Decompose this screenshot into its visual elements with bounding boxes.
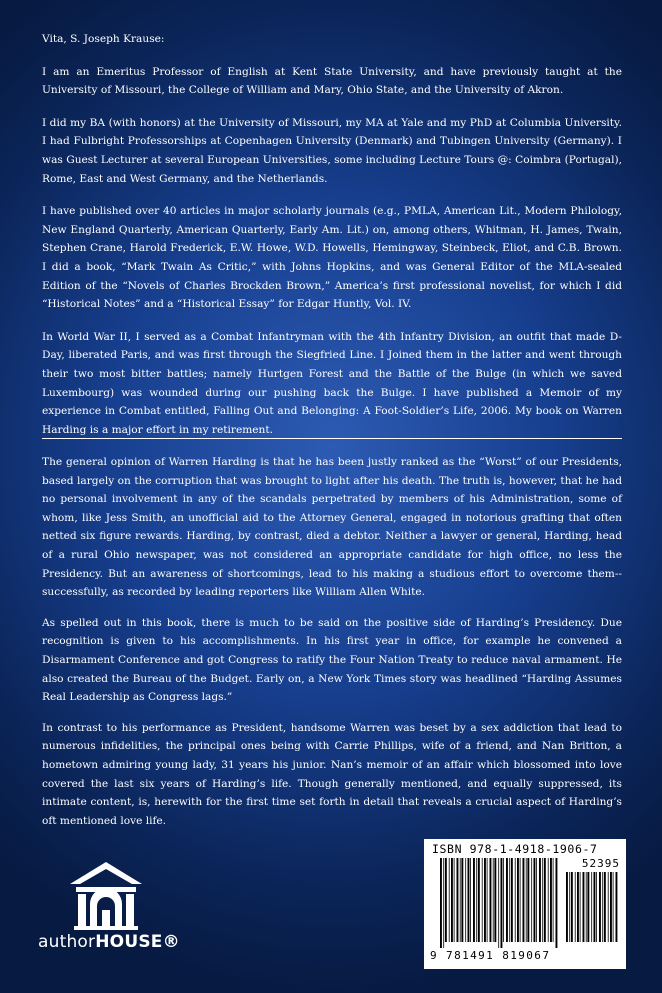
barcode-bar <box>451 858 453 942</box>
barcode-bar <box>494 858 496 942</box>
description-paragraph-1: The general opinion of Warren Harding is that he has been justly ranked as the “Worst” of our Presidents, based largely on the corruption that was brought to light after his death. The truth is, however, that he had no personal involvement in any of the scandals perpetrated by members of his Administration, some of whom, like Jess Smith, an unofficial aid to the Attorney General, engaged in notorious grafting that often netted six figure rewards. Harding, by contrast, died a debtor. Neither a lawyer or general, Harding, head of a rural Ohio newspaper, was not considered an appropriate candidate for high office, no less the Presidency. But an awareness of shortcomings, lead to his making a studious effort to overcome them--successfully, as recorded by leading reporters like William Allen White. <box>42 456 622 599</box>
barcode-bar <box>501 858 503 948</box>
barcode-bar <box>602 872 603 942</box>
barcode-bar <box>608 872 609 942</box>
barcode-bar <box>527 858 529 942</box>
barcode-bar <box>548 858 549 942</box>
bio-paragraph-4: In World War II, I served as a Combat Infantryman with the 4th Infantry Division, an outfit that made D-Day, liberated Paris, and was first through the Siegfried Line. I Joined them in the latter and went through their two most bitter battles; namely Hurtgen Forest and the Battle of the Bulge (in which we saved Luxembourg) was wounded during our pushing back the Bulge. I have published a Memoir of my experience in Combat entitled, Falling Out and Belonging: A Foot-Soldier’s Life, 2006. My book on Warren Harding is a major effort in my retirement. <box>42 330 622 436</box>
barcode-bar <box>487 858 488 942</box>
price-code: 52395 <box>581 857 620 870</box>
ean-barcode-bars <box>440 858 560 948</box>
barcode-bar <box>457 858 459 942</box>
isbn-label: ISBN 978-1-4918-1906-7 <box>432 842 598 856</box>
publisher-name-part2: HOUSE <box>95 932 163 952</box>
barcode-bar <box>484 858 486 942</box>
barcode-bar <box>594 872 596 942</box>
barcode-bar <box>454 858 455 942</box>
barcode-bar <box>610 872 612 942</box>
section-divider <box>42 438 622 439</box>
barcode-bar <box>571 872 573 942</box>
barcode-bar <box>473 858 475 942</box>
isbn-barcode <box>424 839 626 969</box>
barcode-bar <box>515 858 516 942</box>
registered-mark: ® <box>162 932 180 952</box>
barcode-bar <box>599 872 601 942</box>
barcode-bar <box>587 872 589 942</box>
barcode-bar <box>536 858 537 942</box>
bio-paragraph-2: I did my BA (with honors) at the University of Missouri, my MA at Yale and my PhD at Columbia University. I had Fulbright Professorships at Copenhagen University (Denmark) and Tubingen University (Germany). I was Guest Lecturer at several European Universities, some including Lecture Tours @: Coimbra (Portugal), Rome, East and West Germany, and the Netherlands. <box>42 116 622 185</box>
bio-paragraph-3: I have published over 40 articles in major scholarly journals (e.g., PMLA, American Lit., Modern Philology, New England Quarterly, American Quarterly, Early Am. Lit.) on, among others, Whitman, H. James, Twain, Stephen Crane, Harold Frederick, E.W. Howe, W.D. Howells, Hemingway, Steinbeck, Eliot, and C.B. Brown. I did a book, “Mark Twain As Critic,” with Johns Hopkins, and was General Editor of the MLA-sealed Edition of the “Novels of Charles Brockden Brown,” America’s first professional novelist, for which I did “Historical Notes” and a “Historical Essay” for Edgar Huntly, Vol. IV. <box>42 205 622 311</box>
bio-heading: Vita, S. Joseph Krause: <box>42 33 165 45</box>
barcode-bar <box>542 858 543 942</box>
barcode-bar <box>586 872 587 942</box>
barcode-bar <box>476 858 477 942</box>
barcode-bar <box>478 858 480 942</box>
publisher-wordmark <box>38 932 208 952</box>
barcode-bar <box>461 858 463 942</box>
ean-digits: 9 781491 819067 <box>430 949 551 962</box>
barcode-bar <box>583 872 585 942</box>
barcode-bar <box>550 858 552 942</box>
authorhouse-logo-icon <box>66 860 146 932</box>
barcode-bar <box>440 858 442 948</box>
barcode-bar <box>531 858 532 942</box>
barcode-bar <box>577 872 579 942</box>
barcode-bar <box>503 858 504 942</box>
barcode-bar <box>613 872 614 942</box>
publisher-logo <box>38 860 198 960</box>
barcode-bar <box>604 872 606 942</box>
barcode-bar <box>498 858 499 948</box>
barcode-bar <box>616 872 618 942</box>
barcode-bar <box>443 858 444 948</box>
barcode-bar <box>509 858 510 942</box>
barcode-bar <box>449 858 450 942</box>
barcode-bar <box>596 872 597 942</box>
barcode-bar <box>534 858 536 942</box>
description-paragraph-3: In contrast to his performance as President, handsome Warren was beset by a sex addiction that lead to numerous infidelities, the principal ones being with Carrie Phillips, wife of a friend, and Nan Britton, a hometown admiring young lady, 31 years his junior. Nan’s memoir of an affair which blossomed into love covered the last six years of Harding’s life. Though generally mentioned, and equally suppressed, its intimate content, is, herewith for the first time set forth in detail that reveals a crucial aspect of Harding’s oft mentioned love life. <box>42 721 622 827</box>
barcode-bar <box>468 858 470 942</box>
barcode-bar <box>470 858 471 942</box>
barcode-bar <box>569 872 570 942</box>
barcode-bar <box>490 858 492 942</box>
barcode-bar <box>520 858 521 942</box>
barcode-bar <box>591 872 592 942</box>
barcode-bar <box>465 858 466 942</box>
barcode-bar <box>460 858 461 942</box>
barcode-bar <box>544 858 546 942</box>
barcode-bar <box>506 858 508 942</box>
barcode-bar <box>523 858 525 942</box>
barcode-bar <box>511 858 513 942</box>
barcode-bar <box>539 858 541 942</box>
barcode-bar <box>566 872 568 942</box>
barcode-bar <box>482 858 483 942</box>
barcode-bar <box>445 858 447 942</box>
description-paragraph-2: As spelled out in this book, there is much to be said on the positive side of Harding’s Presidency. Due recognition is given to his accomplishments. In his first year in office, for example he convened a Disarmament Conference and got Congress to ratify the Four Nation Treaty to reduce naval armament. He also created the Bureau of the Budget. Early on, a New York Times story was headlined “Harding Assumes Real Leadership as Congress lags.” <box>42 616 622 704</box>
book-description <box>42 453 622 842</box>
barcode-bar <box>493 858 494 942</box>
barcode-bar <box>517 858 519 942</box>
price-barcode-bars <box>566 872 618 948</box>
barcode-bar <box>556 858 558 948</box>
barcode-bar <box>553 858 554 942</box>
barcode-bar <box>526 858 527 942</box>
barcode-bar <box>575 872 576 942</box>
publisher-name-part1: author <box>38 932 96 952</box>
bio-paragraph-1: I am an Emeritus Professor of English at Kent State University, and have previously taught at the University of Missouri, the College of William and Mary, Ohio State, and the University of Akron. <box>42 65 622 97</box>
barcode-bar <box>580 872 581 942</box>
author-bio <box>42 30 622 453</box>
